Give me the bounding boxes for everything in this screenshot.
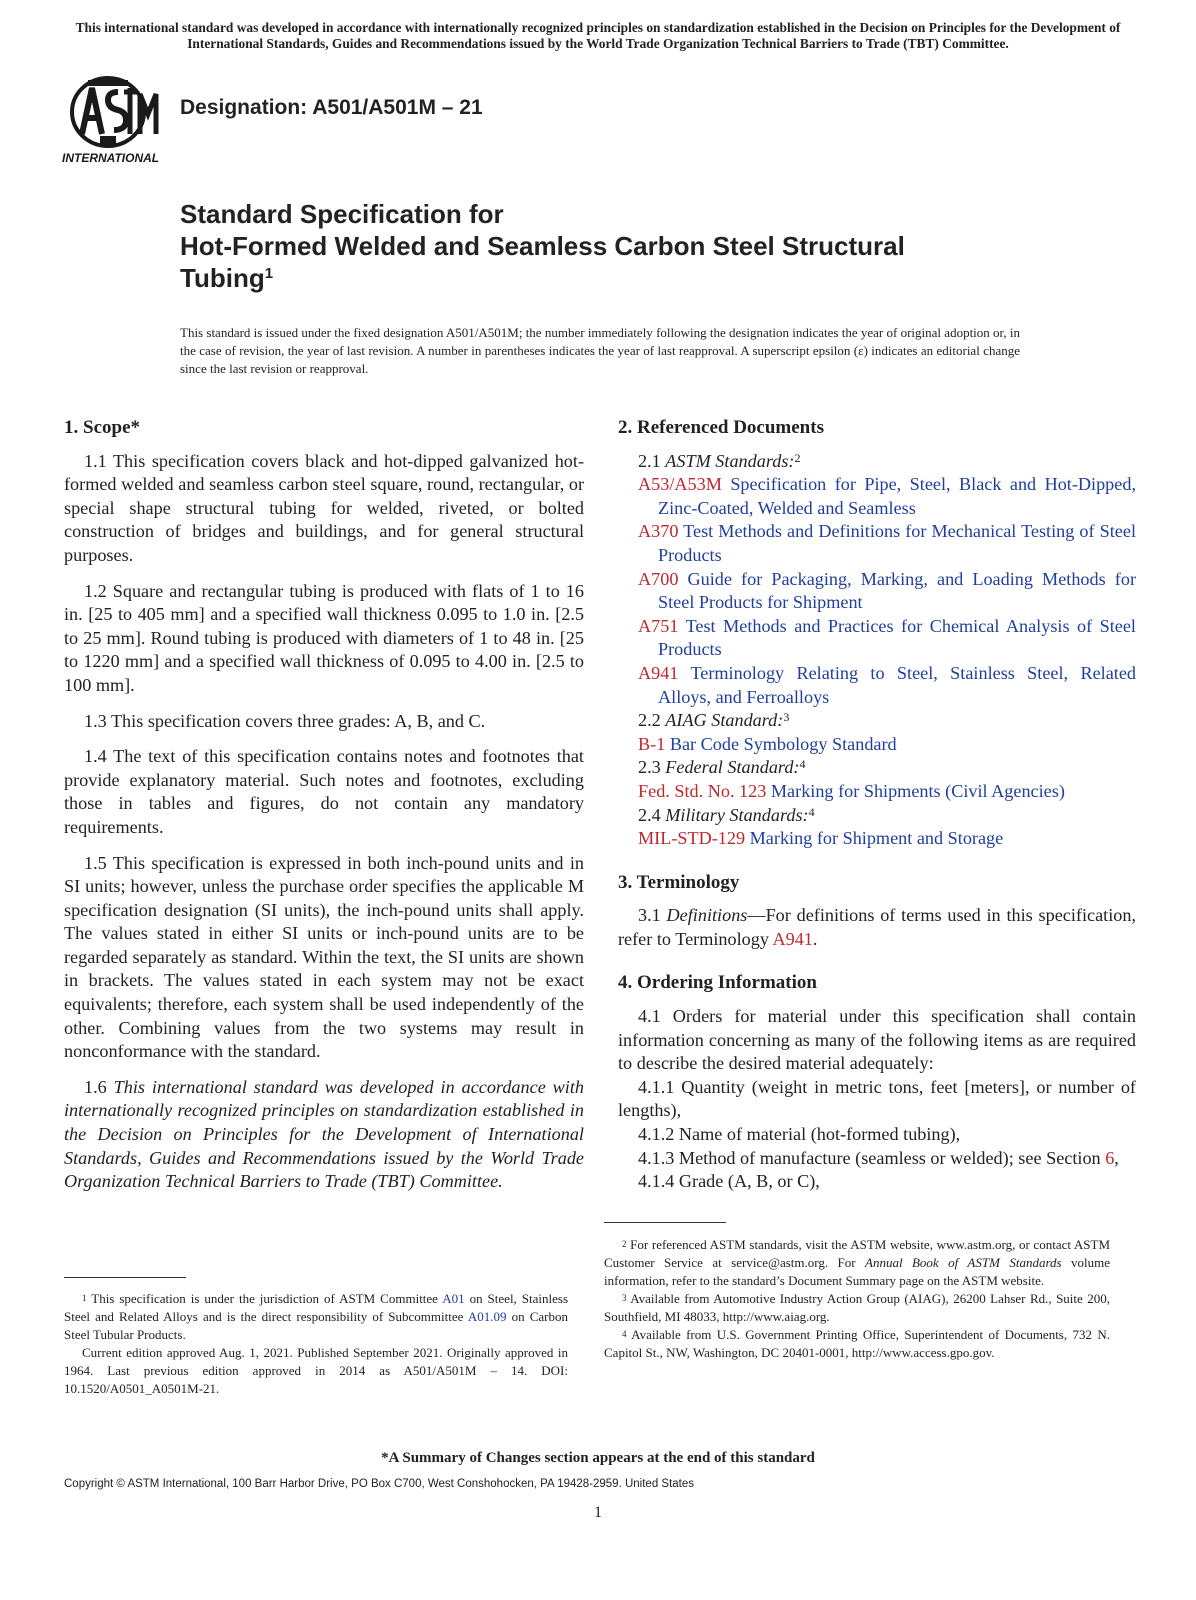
issuance-statement: This standard is issued under the fixed designation A501/A501M; the number immediately following the designation indicates the year of original adoption or, in the case of revision, the year of last revision. A number in parentheses indicates the year of last reapproval. A superscript epsilon (ε) indicates an editorial change since the last revision or reapproval. — [180, 325, 1020, 376]
ref-a751[interactable] — [618, 615, 1136, 662]
footnote-2-text-b: volume information, refer to the standard’s Document Summary page on the ASTM website. — [604, 1255, 1111, 1288]
subsection-2-4-num: 2.4 — [638, 804, 661, 825]
footnote-2-text-a: For referenced ASTM standards, visit the ASTM website, www.astm.org, or contact ASTM Customer Service at service@astm.org. For — [604, 1237, 1111, 1270]
footnote-4-text: Available from U.S. Government Printing Office, Superintendent of Documents, 732 N. Capitol St., NW, Washington, DC 20401-0001, http://www.access.gpo.gov. — [604, 1327, 1110, 1360]
paragraph-3-1-num: 3.1 — [638, 905, 661, 926]
subcommittee-a01-09-link[interactable]: A01.09 — [467, 1309, 507, 1324]
section-6-link[interactable]: 6 — [1105, 1147, 1115, 1168]
paragraph-3-1 — [618, 904, 1136, 951]
paragraph-1-1: 1.1 This specification covers black and hot-dipped galvanized hot-formed welded and seamless carbon steel square, round, rectangular, or special shape structural tubing for welded, riveted, or bolted construction of bridges and buildings, and for general structural purposes. — [64, 450, 584, 565]
subsection-2-3 — [638, 756, 1136, 780]
ref-code-link[interactable]: Fed. Std. No. 123 — [638, 780, 767, 801]
astm-logo-icon — [60, 74, 170, 166]
document-title — [180, 198, 1080, 294]
subsection-2-4-label: Military Standards: — [665, 804, 809, 825]
footnote-3-mark: 3 — [622, 1293, 627, 1303]
footnote-ref[interactable]: 3 — [783, 710, 790, 725]
title-line-1: Standard Specification for — [180, 199, 504, 229]
ref-title-link[interactable]: Terminology Relating to Steel, Stainless Steel, Related Alloys, and Ferroalloys — [658, 662, 1136, 707]
ref-title-link[interactable]: Test Methods and Practices for Chemical Analysis of Steel Products — [658, 615, 1136, 660]
designation: Designation: A501/A501M – 21 — [180, 96, 483, 119]
ref-code-link[interactable]: A370 — [638, 521, 679, 542]
subsection-2-3-label: Federal Standard: — [665, 757, 800, 778]
committee-a01-link[interactable]: A01 — [442, 1291, 465, 1306]
subsection-2-4 — [638, 804, 1136, 828]
ref-a53[interactable] — [618, 473, 1136, 520]
section-heading-terminology: 3. Terminology — [618, 871, 740, 893]
paragraph-3-1-term: Definitions — [666, 905, 748, 926]
left-column — [64, 416, 584, 1206]
ref-a941[interactable] — [618, 662, 1136, 709]
footnote-2-book-title: Annual Book of ASTM Standards — [865, 1255, 1062, 1270]
footnote-1-text-b: on Steel, Stainless Steel and Related Alloys and is the direct responsibility of Subcommittee — [64, 1291, 569, 1324]
footnote-ref[interactable]: 2 — [794, 450, 801, 465]
footnote-1-edition: Current edition approved Aug. 1, 2021. Published September 2021. Originally approved in 1964. Last previous edition approved in 2014 as A501/A501M – 14. DOI: 10.1520/A0501_A0501M-21. — [64, 1345, 568, 1396]
footnote-2 — [604, 1236, 1110, 1290]
ref-a370[interactable] — [618, 520, 1136, 567]
footnotes-right — [604, 1236, 1110, 1362]
footnote-divider-right — [604, 1222, 726, 1223]
footnote-ref[interactable]: 4 — [808, 804, 815, 819]
top-notice: This international standard was developed in accordance with internationally recognized principles on standardization established in the Decision on Principles for the Development of International Standards, Guides and Recommendations issued by the World Trade Organization Technical Barriers to Trade (TBT) Committee. — [75, 20, 1121, 51]
title-line-2: Hot-Formed Welded and Seamless Carbon Steel Structural — [180, 231, 905, 261]
title-line-3-text: Tubing — [180, 263, 265, 293]
footnote-3 — [604, 1290, 1110, 1326]
subsection-2-1-label: ASTM Standards: — [665, 450, 795, 471]
paragraph-1-6-num: 1.6 — [84, 1076, 107, 1097]
paragraph-1-3: 1.3 This specification covers three grades: A, B, and C. — [84, 710, 486, 731]
ref-mil-std-129[interactable] — [618, 827, 1136, 851]
ref-fed-std-123[interactable] — [618, 780, 1136, 804]
ref-code-link[interactable]: A751 — [638, 615, 679, 636]
paragraph-3-1-text: —For definitions of terms used in this specification, refer to Terminology — [618, 905, 1136, 949]
page-number: 1 — [594, 1504, 602, 1521]
ref-title-link[interactable]: Bar Code Symbology Standard — [669, 733, 897, 754]
paragraph-1-2: 1.2 Square and rectangular tubing is produced with flats of 1 to 16 in. [25 to 405 mm] and a specified wall thickness 0.095 to 1.0 in. [2.5 to 25 mm]. Round tubing is produced with diameters of 1 to 48 in. [25 to 1220 mm] and a specified wall thickness of 0.095 to 4.00 in. [2.5 to 100 mm]. — [64, 580, 584, 695]
copyright-line: Copyright © ASTM International, 100 Barr Harbor Drive, PO Box C700, West Conshohocken, PA 19428-2959. United States — [64, 1478, 695, 1490]
section-heading-scope: 1. Scope* — [64, 417, 140, 438]
logo-wordmark: INTERNATIONAL — [62, 151, 160, 165]
footnote-1-text-a: This specification is under the jurisdiction of ASTM Committee — [91, 1291, 443, 1306]
ref-title-link[interactable]: Test Methods and Definitions for Mechanical Testing of Steel Products — [658, 521, 1136, 565]
ref-code-link[interactable]: A53/A53M — [638, 474, 722, 495]
footnote-1-mark: 1 — [82, 1293, 87, 1303]
paragraph-1-4: 1.4 The text of this specification contains notes and footnotes that provide explanatory material. Such notes and footnotes, excluding those in tables and figures, do not contain any mandatory requirements. — [64, 746, 584, 837]
subsection-2-1 — [638, 450, 1136, 474]
footnote-1 — [64, 1290, 568, 1344]
astm-logo — [60, 74, 170, 166]
paragraph-4-1-1: 4.1.1 Quantity (weight in metric tons, feet [meters], or number of lengths), — [618, 1076, 1136, 1121]
paragraph-4-1-3 — [618, 1147, 1136, 1171]
paragraph-4-1-3-text: 4.1.3 Method of manufacture (seamless or welded); see Section — [638, 1147, 1106, 1168]
ref-title-link[interactable]: Guide for Packaging, Marking, and Loading Methods for Steel Products for Shipment — [658, 568, 1136, 613]
title-line-3 — [180, 262, 1080, 294]
paragraph-4-1: 4.1 Orders for material under this specification shall contain information concerning as many of the following items as are required to describe the desired material adequately: — [618, 1006, 1136, 1074]
ref-code-link[interactable]: B-1 — [638, 733, 666, 754]
ref-code-link[interactable]: A941 — [638, 662, 679, 683]
summary-of-changes-note: *A Summary of Changes section appears at the end of this standard — [381, 1450, 815, 1466]
footnote-ref[interactable]: 4 — [799, 757, 806, 772]
ref-b1[interactable] — [618, 733, 1136, 757]
subsection-2-1-num: 2.1 — [638, 450, 661, 471]
ref-a700[interactable] — [618, 568, 1136, 615]
paragraph-1-6-text: This international standard was developed in accordance with internationally recognized principles on standardization established in the Decision on Principles for the Development of International Standards, Guides and Recommendations issued by the World Trade Organization Technical Barriers to Trade (TBT) Committee. — [64, 1076, 585, 1192]
paragraph-1-5: 1.5 This specification is expressed in both inch-pound units and in SI units; however, unless the purchase order specifies the applicable M specification designation (SI units), the inch-pound units shall apply. The values stated in either SI units or inch-pound units are to be regarded separately as standard. Within the text, the SI units are shown in brackets. The values stated in each system may not be exact equivalents; therefore, each system shall be used independently of the other. Combining values from the two systems may result in nonconformance with the standard. — [64, 852, 584, 1062]
section-heading-referenced-documents: 2. Referenced Documents — [618, 417, 824, 438]
subsection-2-2 — [638, 709, 1136, 733]
paragraph-4-1-4: 4.1.4 Grade (A, B, or C), — [638, 1171, 820, 1192]
section-heading-ordering-information: 4. Ordering Information — [618, 972, 817, 994]
ref-title-link[interactable]: Marking for Shipments (Civil Agencies) — [770, 780, 1065, 801]
footnote-1-text-c: on Carbon Steel Tubular Products. — [64, 1309, 568, 1342]
ref-code-link[interactable]: MIL-STD-129 — [638, 828, 746, 849]
title-footnote-mark: 1 — [264, 265, 274, 282]
footnote-2-mark: 2 — [622, 1239, 627, 1249]
footnote-divider-left — [64, 1277, 186, 1278]
subsection-2-2-label: AIAG Standard: — [665, 710, 784, 731]
ref-title-link[interactable]: Marking for Shipment and Storage — [749, 828, 1004, 849]
terminology-ref-link[interactable]: A941 — [772, 928, 813, 949]
right-column — [618, 416, 1136, 1194]
footnotes-left — [64, 1290, 568, 1398]
paragraph-1-6 — [64, 1076, 584, 1194]
paragraph-4-1-2: 4.1.2 Name of material (hot-formed tubing), — [638, 1124, 961, 1145]
footnote-3-text: Available from Automotive Industry Action Group (AIAG), 26200 Lahser Rd., Suite 200, Southfield, MI 48033, http://www.aiag.org. — [604, 1291, 1110, 1324]
footnote-4 — [604, 1326, 1110, 1362]
subsection-2-3-num: 2.3 — [638, 757, 661, 778]
ref-title-link[interactable]: Specification for Pipe, Steel, Black and Hot-Dipped, Zinc-Coated, Welded and Seamless — [658, 474, 1136, 518]
subsection-2-2-num: 2.2 — [638, 710, 661, 731]
paragraph-4-1-3-end: , — [1114, 1147, 1119, 1168]
ref-code-link[interactable]: A700 — [638, 568, 679, 589]
footnote-4-mark: 4 — [622, 1329, 627, 1339]
paragraph-3-1-end: . — [812, 928, 818, 949]
